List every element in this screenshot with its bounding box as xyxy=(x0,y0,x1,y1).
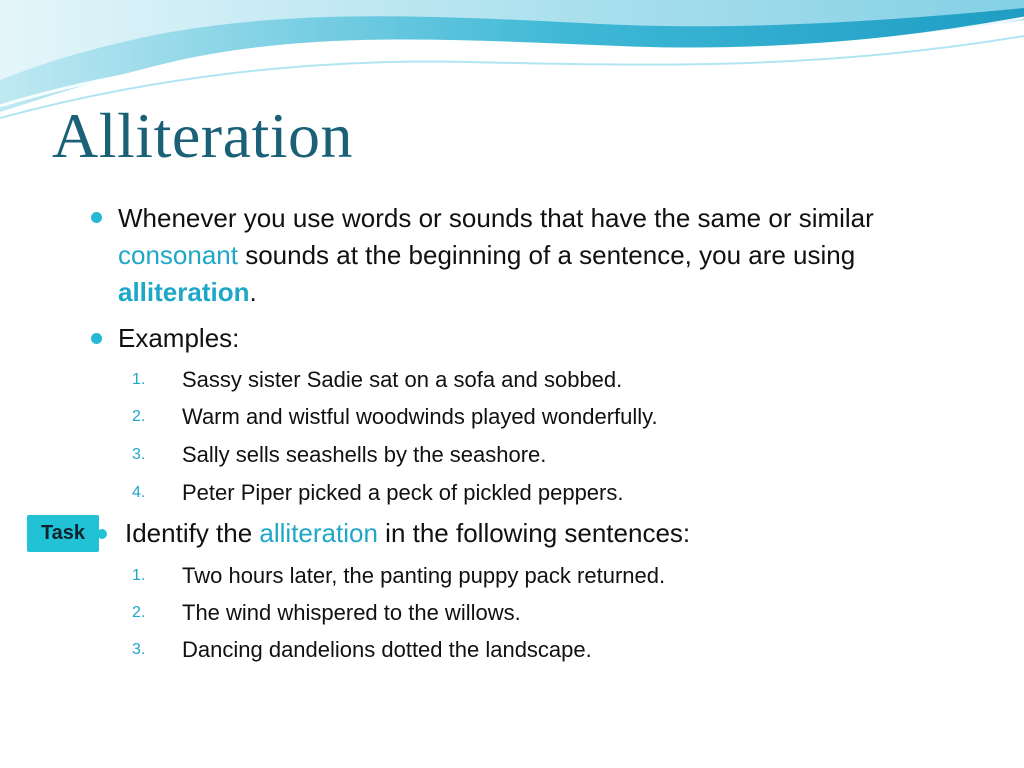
definition-highlight-alliteration: alliteration xyxy=(118,277,250,307)
task-item-number: 1. xyxy=(132,567,146,584)
task-badge: Task xyxy=(27,515,99,552)
example-number: 2. xyxy=(132,408,146,425)
task-text-1: Identify the xyxy=(125,518,260,548)
example-item: Sally sells seashells by the seashore. xyxy=(182,442,547,467)
example-item: Sassy sister Sadie sat on a sofa and sobbed. xyxy=(182,367,623,392)
definition-bullet xyxy=(118,200,978,311)
task-item-number: 3. xyxy=(132,641,146,658)
definition-highlight-consonant: consonant xyxy=(118,240,238,270)
example-item: Warm and wistful woodwinds played wonderfully. xyxy=(182,404,658,429)
example-number: 4. xyxy=(132,484,146,501)
slide-title: Alliteration xyxy=(52,100,354,171)
definition-text-1: Whenever you use words or sounds that have the same or similar xyxy=(118,203,874,233)
bullet-icon xyxy=(91,333,102,344)
task-instruction xyxy=(125,515,985,552)
task-highlight-alliteration: alliteration xyxy=(259,518,378,548)
task-item-number: 2. xyxy=(132,604,146,621)
task-item: The wind whispered to the willows. xyxy=(182,600,521,625)
examples-heading: Examples: xyxy=(118,323,240,353)
example-item: Peter Piper picked a peck of pickled peppers. xyxy=(182,480,624,505)
definition-text-3: . xyxy=(249,277,257,307)
bullet-icon xyxy=(91,212,102,223)
task-item: Dancing dandelions dotted the landscape. xyxy=(182,637,592,662)
example-number: 3. xyxy=(132,446,146,463)
task-text-2: in the following sentences: xyxy=(377,518,691,548)
definition-text-2: sounds at the beginning of a sentence, you are using xyxy=(237,240,856,270)
example-number: 1. xyxy=(132,371,146,388)
task-item: Two hours later, the panting puppy pack returned. xyxy=(182,563,666,588)
